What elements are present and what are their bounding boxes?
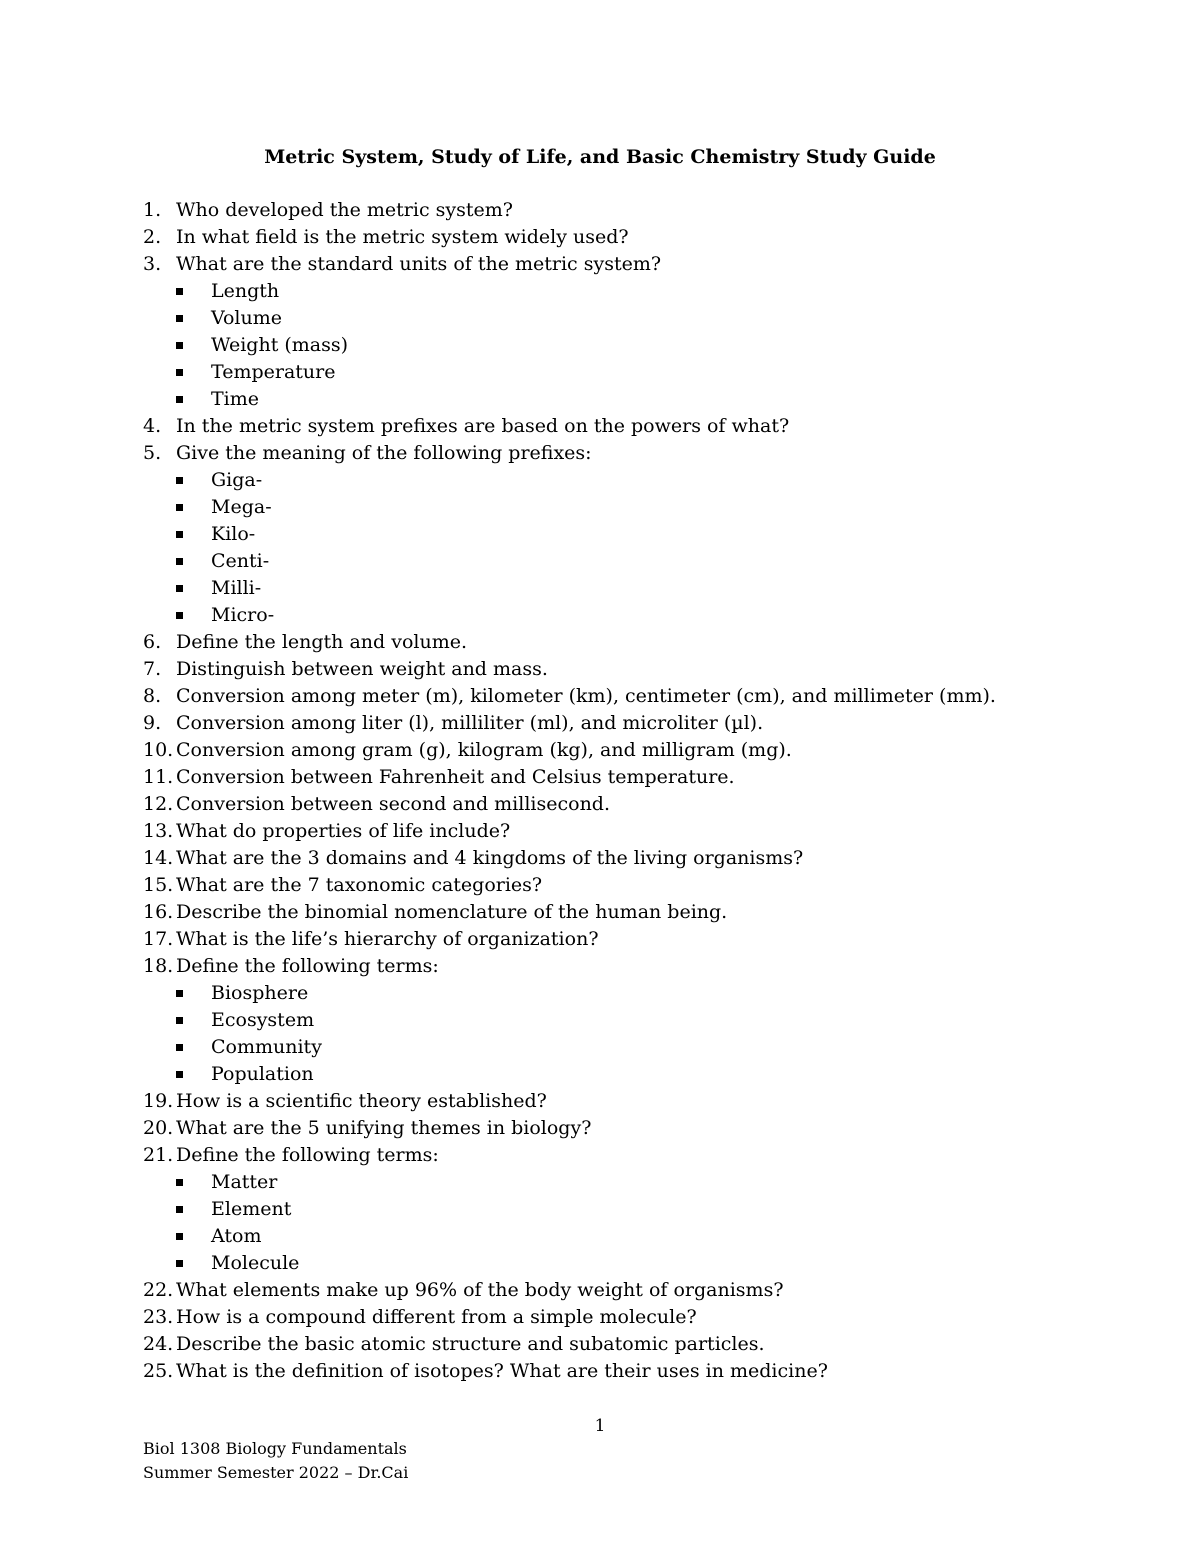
sub-item-text: Micro- — [211, 604, 275, 626]
question-item — [143, 872, 996, 899]
sub-item-text: Atom — [211, 1225, 262, 1247]
question-number: 19. — [143, 1090, 174, 1112]
question-number: 12. — [143, 793, 174, 815]
sub-item-text: Milli- — [211, 577, 262, 599]
sub-item — [176, 1196, 996, 1223]
question-item — [143, 1115, 996, 1142]
question-number: 17. — [143, 928, 174, 950]
question-number: 3. — [143, 253, 162, 275]
sub-item — [176, 1034, 996, 1061]
sub-list — [176, 467, 996, 629]
sub-item — [176, 494, 996, 521]
sub-item-text: Volume — [211, 307, 282, 329]
sub-item-text: Kilo- — [211, 523, 256, 545]
question-number: 14. — [143, 847, 174, 869]
square-bullet-icon — [176, 1206, 183, 1213]
sub-item — [176, 1169, 996, 1196]
question-item — [143, 737, 996, 764]
question-text: Describe the binomial nomenclature of the human being. — [176, 901, 728, 923]
sub-item — [176, 1061, 996, 1088]
square-bullet-icon — [176, 1044, 183, 1051]
sub-item-text: Population — [211, 1063, 314, 1085]
question-item — [143, 1088, 996, 1115]
square-bullet-icon — [176, 1233, 183, 1240]
question-text: How is a scientific theory established? — [176, 1090, 547, 1112]
sub-item — [176, 359, 996, 386]
footer — [143, 1437, 408, 1485]
question-item — [143, 1277, 996, 1304]
question-number: 10. — [143, 739, 174, 761]
sub-list — [176, 980, 996, 1088]
question-item — [143, 629, 996, 656]
square-bullet-icon — [176, 315, 183, 322]
question-text: What is the definition of isotopes? What are their uses in medicine? — [176, 1360, 828, 1382]
sub-item-text: Biosphere — [211, 982, 309, 1004]
square-bullet-icon — [176, 1260, 183, 1267]
question-text: What are the 3 domains and 4 kingdoms of the living organisms? — [176, 847, 804, 869]
question-item — [143, 440, 996, 629]
sub-item — [176, 1223, 996, 1250]
question-number: 4. — [143, 415, 162, 437]
question-item — [143, 251, 996, 413]
question-text: Define the following terms: — [176, 1144, 439, 1166]
sub-item-text: Community — [211, 1036, 322, 1058]
question-number: 18. — [143, 955, 174, 977]
question-number: 5. — [143, 442, 162, 464]
sub-item-text: Temperature — [211, 361, 336, 383]
sub-item-text: Matter — [211, 1171, 278, 1193]
question-text: Conversion among meter (m), kilometer (km), centimeter (cm), and millimeter (mm). — [176, 685, 996, 707]
question-item — [143, 845, 996, 872]
question-list — [143, 197, 996, 1385]
question-text: Describe the basic atomic structure and subatomic particles. — [176, 1333, 765, 1355]
sub-item-text: Length — [211, 280, 280, 302]
sub-item — [176, 602, 996, 629]
question-text: What elements make up 96% of the body weight of organisms? — [176, 1279, 784, 1301]
sub-item-text: Ecosystem — [211, 1009, 315, 1031]
question-item — [143, 1304, 996, 1331]
sub-item-text: Centi- — [211, 550, 270, 572]
question-text: What are the standard units of the metric system? — [176, 253, 662, 275]
sub-item — [176, 386, 996, 413]
question-text: What are the 7 taxonomic categories? — [176, 874, 543, 896]
sub-item — [176, 1007, 996, 1034]
question-number: 13. — [143, 820, 174, 842]
question-item — [143, 224, 996, 251]
question-text: What is the life’s hierarchy of organization? — [176, 928, 599, 950]
question-number: 9. — [143, 712, 162, 734]
sub-item — [176, 305, 996, 332]
sub-item — [176, 467, 996, 494]
sub-list — [176, 278, 996, 413]
question-item — [143, 926, 996, 953]
sub-item-text: Molecule — [211, 1252, 300, 1274]
footer-semester: Summer Semester 2022 – Dr.Cai — [143, 1463, 409, 1482]
square-bullet-icon — [176, 369, 183, 376]
page-number: 1 — [594, 1416, 606, 1436]
question-text: What do properties of life include? — [176, 820, 511, 842]
question-text: Give the meaning of the following prefixes: — [176, 442, 592, 464]
question-number: 16. — [143, 901, 174, 923]
square-bullet-icon — [176, 1179, 183, 1186]
question-item — [143, 1331, 996, 1358]
question-number: 25. — [143, 1360, 174, 1382]
sub-item-text: Weight (mass) — [211, 334, 349, 356]
square-bullet-icon — [176, 1017, 183, 1024]
question-text: Define the length and volume. — [176, 631, 468, 653]
question-text: How is a compound different from a simple molecule? — [176, 1306, 697, 1328]
question-number: 6. — [143, 631, 162, 653]
question-number: 7. — [143, 658, 162, 680]
question-text: In the metric system prefixes are based on the powers of what? — [176, 415, 790, 437]
square-bullet-icon — [176, 585, 183, 592]
square-bullet-icon — [176, 990, 183, 997]
sub-item — [176, 1250, 996, 1277]
question-item — [143, 710, 996, 737]
square-bullet-icon — [176, 288, 183, 295]
question-text: Who developed the metric system? — [176, 199, 513, 221]
question-text: Conversion between second and millisecond. — [176, 793, 611, 815]
sub-item-text: Mega- — [211, 496, 272, 518]
question-item — [143, 818, 996, 845]
square-bullet-icon — [176, 342, 183, 349]
question-item — [143, 197, 996, 224]
question-item — [143, 953, 996, 1088]
question-number: 2. — [143, 226, 162, 248]
question-text: Conversion between Fahrenheit and Celsius temperature. — [176, 766, 735, 788]
question-number: 24. — [143, 1333, 174, 1355]
question-item — [143, 1358, 996, 1385]
sub-item-text: Element — [211, 1198, 292, 1220]
question-number: 20. — [143, 1117, 174, 1139]
question-number: 11. — [143, 766, 174, 788]
square-bullet-icon — [176, 396, 183, 403]
question-item — [143, 791, 996, 818]
square-bullet-icon — [176, 558, 183, 565]
question-number: 15. — [143, 874, 174, 896]
sub-list — [176, 1169, 996, 1277]
square-bullet-icon — [176, 504, 183, 511]
question-text: In what field is the metric system widely used? — [176, 226, 629, 248]
sub-item — [176, 332, 996, 359]
question-item — [143, 413, 996, 440]
page-title: Metric System, Study of Life, and Basic Chemistry Study Guide — [264, 146, 936, 168]
question-item — [143, 899, 996, 926]
question-number: 22. — [143, 1279, 174, 1301]
question-text: Distinguish between weight and mass. — [176, 658, 548, 680]
question-item — [143, 683, 996, 710]
question-text: Define the following terms: — [176, 955, 439, 977]
question-number: 8. — [143, 685, 162, 707]
question-number: 21. — [143, 1144, 174, 1166]
sub-item — [176, 521, 996, 548]
question-text: What are the 5 unifying themes in biology? — [176, 1117, 592, 1139]
sub-item — [176, 548, 996, 575]
sub-item-text: Giga- — [211, 469, 263, 491]
sub-item — [176, 980, 996, 1007]
sub-item — [176, 278, 996, 305]
question-item — [143, 1142, 996, 1277]
question-item — [143, 656, 996, 683]
square-bullet-icon — [176, 612, 183, 619]
square-bullet-icon — [176, 531, 183, 538]
sub-item — [176, 575, 996, 602]
square-bullet-icon — [176, 477, 183, 484]
question-number: 1. — [143, 199, 162, 221]
question-text: Conversion among liter (l), milliliter (ml), and microliter (µl). — [176, 712, 764, 734]
question-item — [143, 764, 996, 791]
footer-course: Biol 1308 Biology Fundamentals — [143, 1439, 407, 1458]
question-number: 23. — [143, 1306, 174, 1328]
sub-item-text: Time — [211, 388, 260, 410]
question-text: Conversion among gram (g), kilogram (kg), and milligram (mg). — [176, 739, 792, 761]
square-bullet-icon — [176, 1071, 183, 1078]
